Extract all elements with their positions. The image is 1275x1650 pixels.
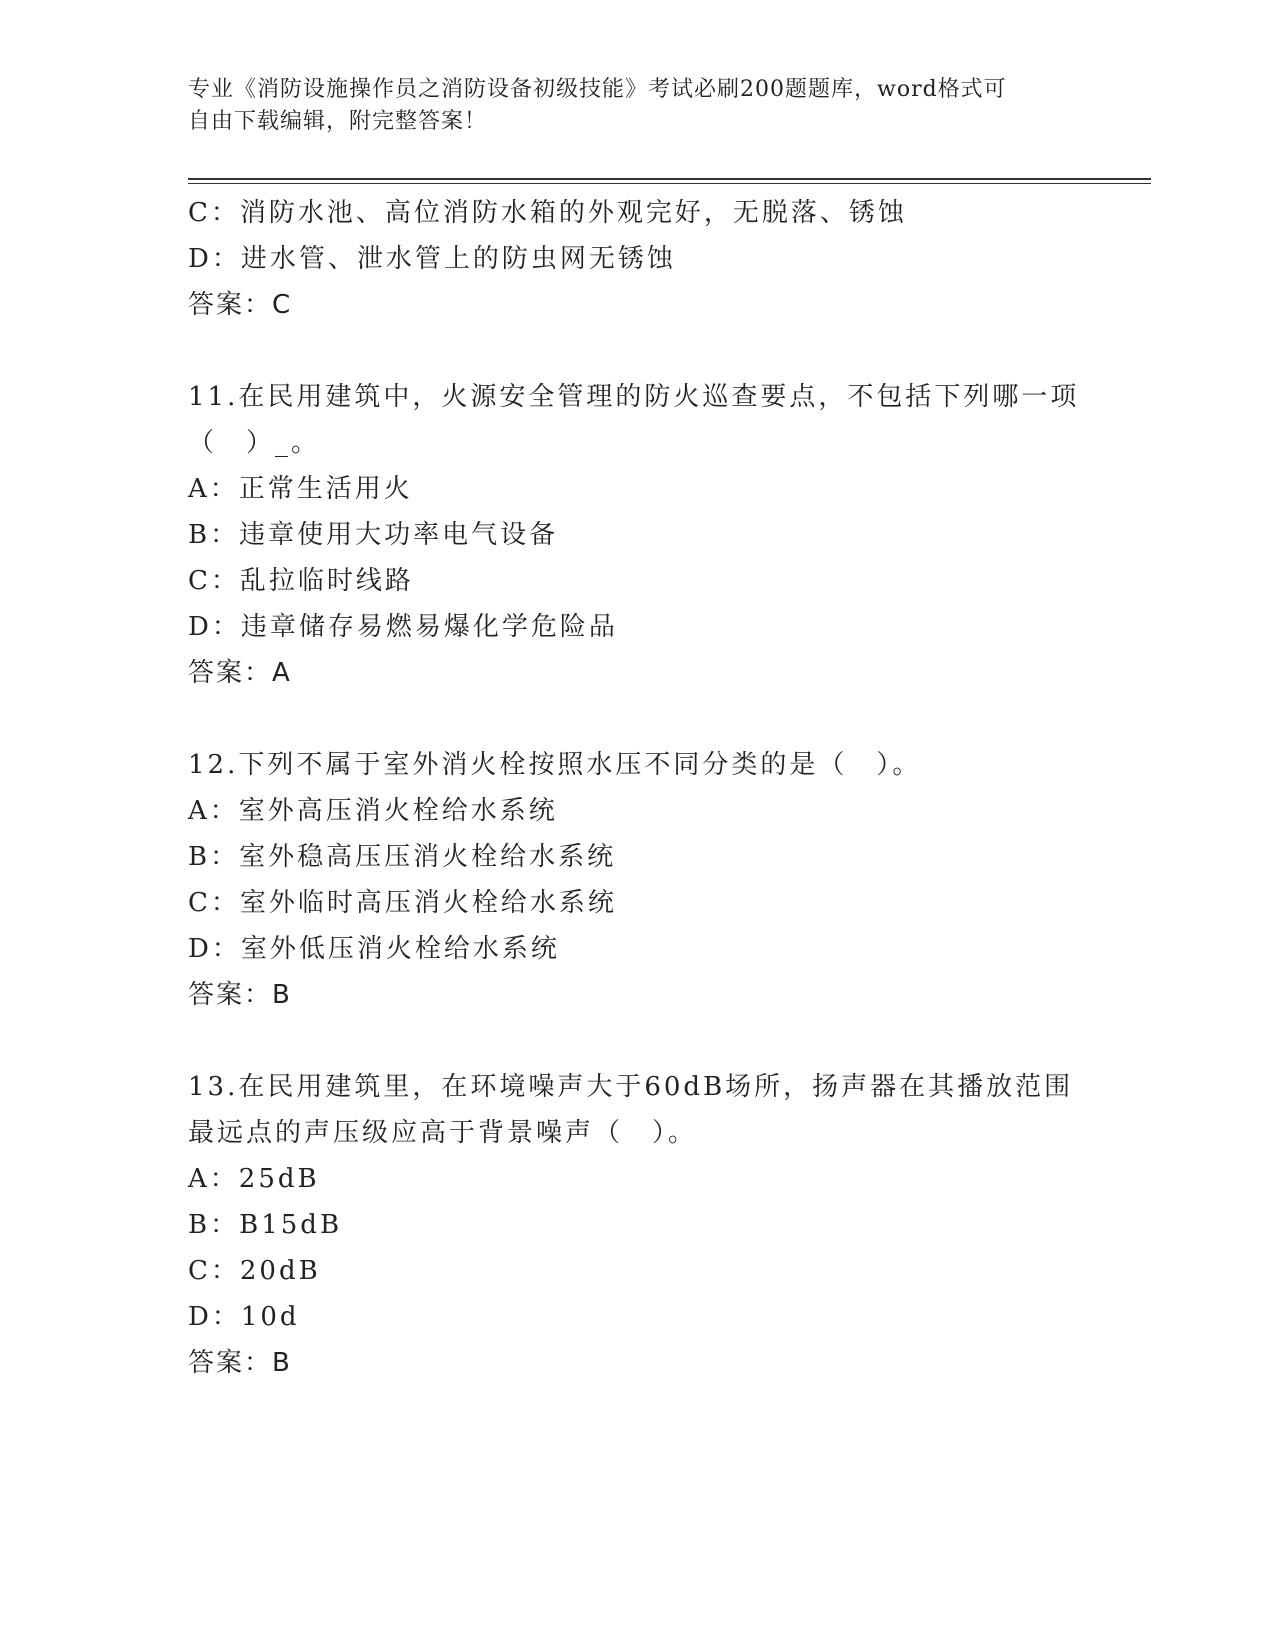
option-d: D：10d	[188, 1302, 300, 1332]
header-title-line-2: 自由下载编辑，附完整答案！	[188, 109, 488, 134]
option-d: D：室外低压消火栓给水系统	[188, 934, 560, 964]
answer-line: 答案：A	[188, 658, 292, 688]
option-c: C：消防水池、高位消防水箱的外观完好，无脱落、锈蚀	[188, 198, 907, 228]
question-stem-line-2: （ ）_。	[188, 428, 321, 458]
option-c: C：乱拉临时线路	[188, 566, 414, 596]
answer-line: 答案：C	[188, 290, 293, 320]
option-c: C：20dB	[188, 1256, 321, 1286]
option-d: D：违章储存易燃易爆化学危险品	[188, 612, 618, 642]
question-stem-line-2: 最远点的声压级应高于背景噪声（ ）。	[188, 1118, 698, 1148]
question-block-previous	[188, 190, 1088, 328]
header-title-line-1: 专业《消防设施操作员之消防设备初级技能》考试必刷200题题库，word格式可	[188, 77, 1007, 102]
question-block-11	[188, 374, 1088, 696]
option-a: A：25dB	[188, 1164, 320, 1194]
header-divider-thin	[188, 183, 1151, 184]
question-content	[188, 190, 1088, 1386]
option-a: A：室外高压消火栓给水系统	[188, 796, 558, 826]
option-b: B：室外稳高压压消火栓给水系统	[188, 842, 617, 872]
document-header	[188, 74, 1068, 138]
option-a: A：正常生活用火	[188, 474, 413, 504]
spacer	[188, 1018, 1088, 1064]
question-stem-line-1: 11.在民用建筑中，火源安全管理的防火巡查要点，不包括下列哪一项	[188, 382, 1080, 412]
option-b: B：违章使用大功率电气设备	[188, 520, 559, 550]
answer-line: 答案：B	[188, 1348, 292, 1378]
answer-line: 答案：B	[188, 980, 292, 1010]
question-block-12	[188, 742, 1088, 1018]
spacer	[188, 328, 1088, 374]
header-divider-thick	[188, 178, 1151, 180]
option-c: C：室外临时高压消火栓给水系统	[188, 888, 617, 918]
option-d: D：进水管、泄水管上的防虫网无锈蚀	[188, 244, 676, 274]
question-block-13	[188, 1064, 1088, 1386]
option-b: B：B15dB	[188, 1210, 343, 1240]
question-stem-line-1: 12.下列不属于室外消火栓按照水压不同分类的是（ ）。	[188, 750, 922, 780]
question-stem-line-1: 13.在民用建筑里，在环境噪声大于60dB场所，扬声器在其播放范围	[188, 1072, 1074, 1102]
spacer	[188, 696, 1088, 742]
